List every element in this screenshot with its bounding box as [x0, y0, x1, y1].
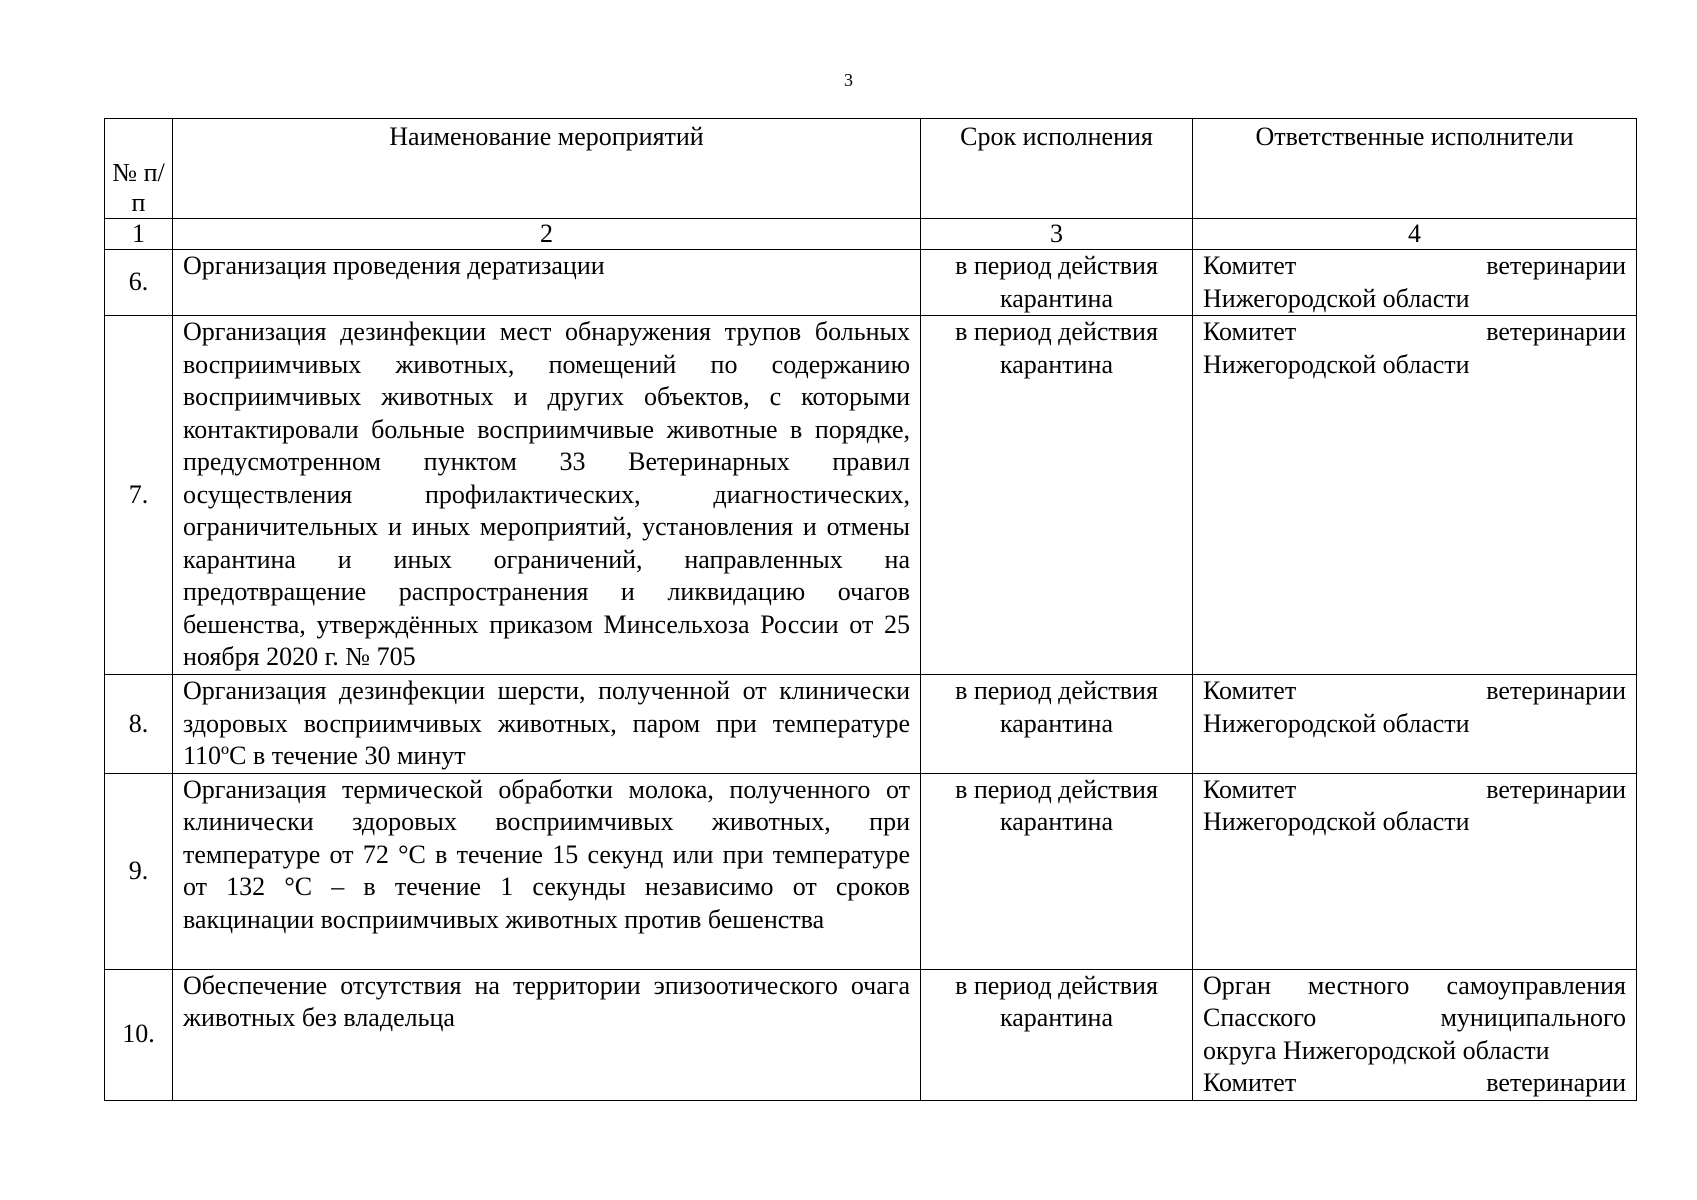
header-term: Срок исполнения	[921, 119, 1193, 219]
responsible-line: Комитет ветеринарии	[1203, 317, 1626, 346]
measure-cell: Обеспечение отсутствия на территории эпизоотического очага животных без владельца	[173, 969, 921, 1100]
responsible-line: Комитет ветеринарии	[1203, 676, 1626, 705]
responsible-cell	[1193, 969, 1637, 1100]
measure-cell: Организация дезинфекции шерсти, полученной от клинически здоровых восприимчивых животных, паром при температуре 110ºС в течение 30 минут	[173, 675, 921, 774]
row-number: 9.	[105, 773, 173, 969]
header-measure: Наименование мероприятий	[173, 119, 921, 219]
responsible-line: Нижегородской области	[1203, 283, 1470, 313]
column-index: 1	[105, 219, 173, 250]
row-number: 6.	[105, 250, 173, 316]
header-responsible: Ответственные исполнители	[1193, 119, 1637, 219]
measure-cell: Организация проведения дератизации	[173, 250, 921, 316]
table-row	[105, 969, 1637, 1100]
responsible-line: округа Нижегородской области	[1203, 1035, 1550, 1065]
row-number: 8.	[105, 675, 173, 774]
column-index: 2	[173, 219, 921, 250]
table-row	[105, 250, 1637, 316]
responsible-line: Комитет ветеринарии	[1203, 774, 1626, 804]
responsible-line: Нижегородской области	[1203, 349, 1470, 379]
responsible-cell	[1193, 773, 1637, 969]
row-number: 10.	[105, 969, 173, 1100]
measure-cell: Организация термической обработки молока, полученного от клинически здоровых восприимчивых животных, при температуре от 72 °С в течение 15 секунд или при температуре от 132 °С – в течение 1 секунды независимо от сроков вакцинации восприимчивых животных против бешенства	[173, 773, 921, 969]
column-index-row	[105, 219, 1637, 250]
responsible-cell	[1193, 250, 1637, 316]
page-number: 3	[844, 70, 853, 90]
term-cell: в период действия карантина	[921, 316, 1193, 675]
table-header-row	[105, 119, 1637, 219]
responsible-line: Орган местного самоуправления	[1203, 970, 1626, 1000]
responsible-line: Спасского муниципального	[1203, 1003, 1626, 1032]
header-num: № п/п	[105, 119, 173, 219]
responsible-line: Нижегородской области	[1203, 708, 1470, 738]
responsible-line: Нижегородской области	[1203, 807, 1470, 836]
term-cell: в период действия карантина	[921, 675, 1193, 774]
measure-cell: Организация дезинфекции мест обнаружения трупов больных восприимчивых животных, помещений по содержанию восприимчивых животных и других объектов, с которыми контактировали больные восприимчивые животные в порядке, предусмотренном пунктом 33 Ветеринарных правил осуществления профилактических, диагностических, ограничительных и иных мероприятий, установления и отмены карантина и иных ограничений, направленных на предотвращение распространения и ликвидацию очагов бешенства, утверждённых приказом Минсельхоза России от 25 ноября 2020 г. № 705	[173, 316, 921, 675]
term-cell: в период действия карантина	[921, 773, 1193, 969]
term-cell: в период действия карантина	[921, 250, 1193, 316]
measures-table	[104, 118, 1637, 1101]
responsible-line: Комитет ветеринарии	[1203, 1068, 1626, 1097]
row-number: 7.	[105, 316, 173, 675]
column-index: 4	[1193, 219, 1637, 250]
responsible-cell	[1193, 675, 1637, 774]
table-row	[105, 316, 1637, 675]
column-index: 3	[921, 219, 1193, 250]
term-cell: в период действия карантина	[921, 969, 1193, 1100]
responsible-line: Комитет ветеринарии	[1203, 251, 1626, 280]
responsible-cell	[1193, 316, 1637, 675]
table-row	[105, 675, 1637, 774]
table-row	[105, 773, 1637, 969]
